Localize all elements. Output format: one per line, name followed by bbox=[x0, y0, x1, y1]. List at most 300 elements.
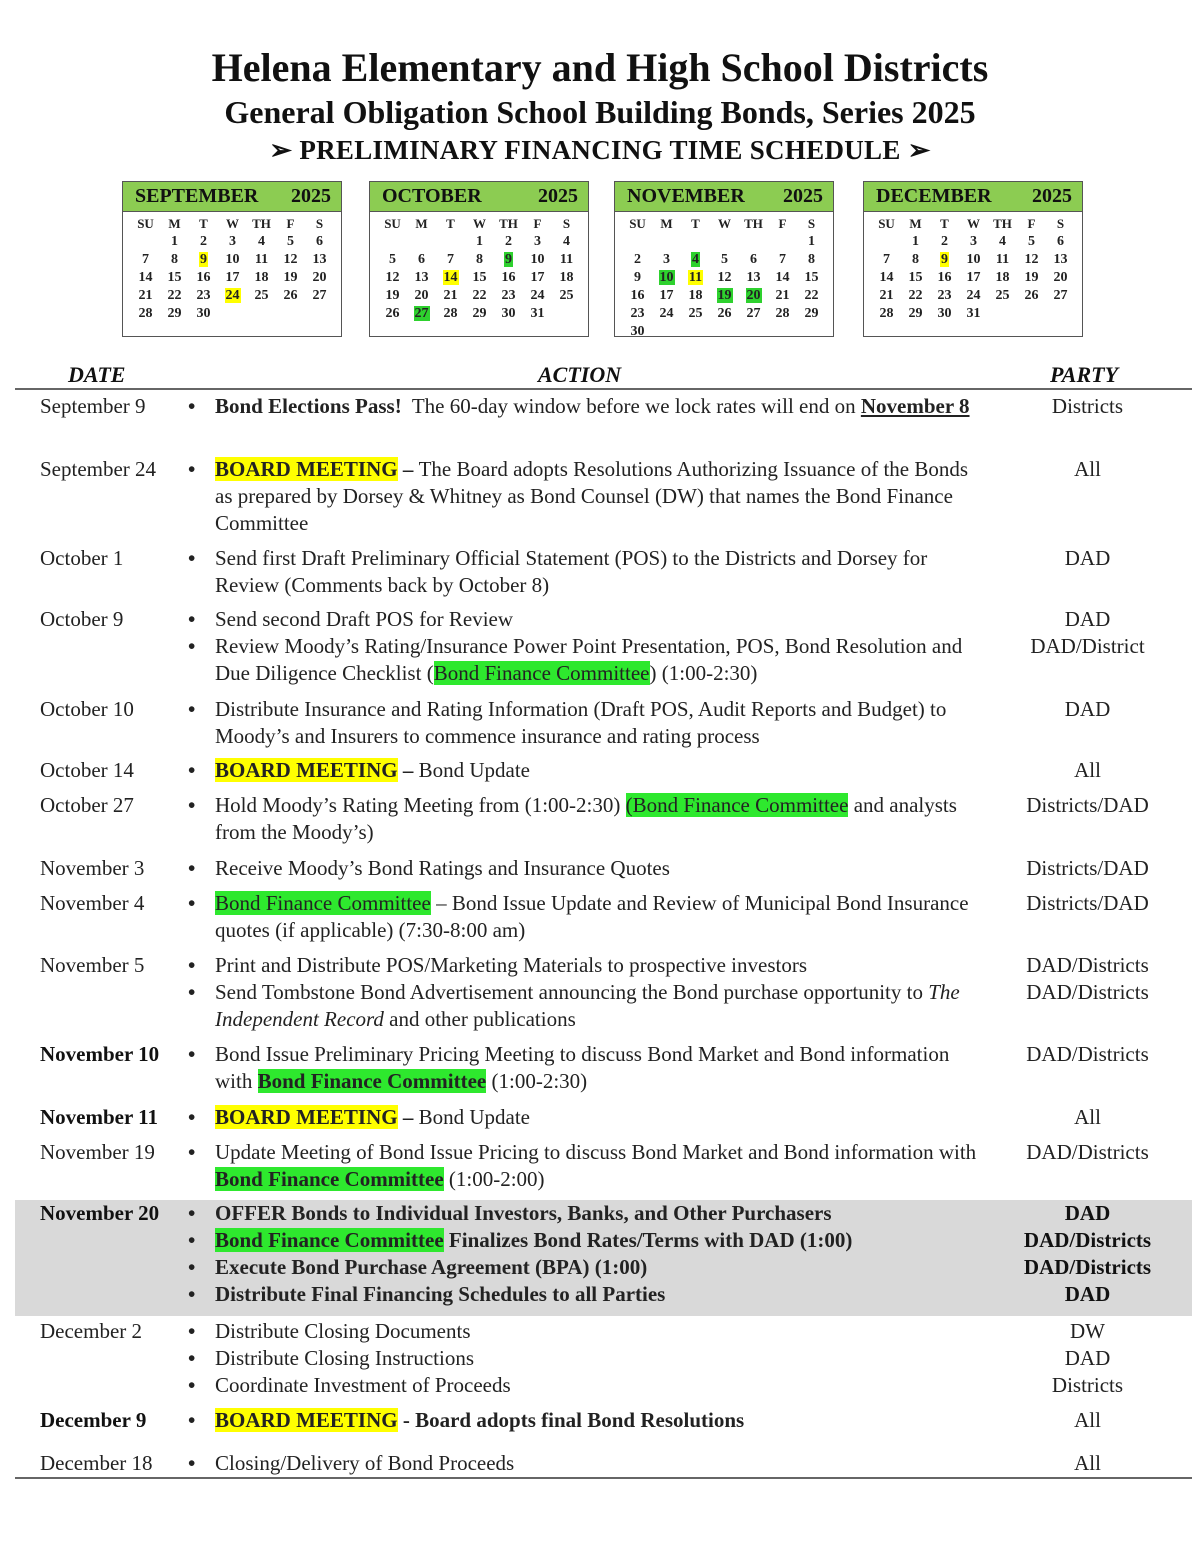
party-label: DAD bbox=[1064, 607, 1111, 631]
calendar-day bbox=[710, 233, 739, 250]
row-parties bbox=[985, 1104, 1190, 1131]
action-item: • Bond Issue Preliminary Pricing Meeting to discuss Bond Market and Bond information with Bond Finance Committee (1:00-2:30) bbox=[188, 1041, 978, 1095]
calendar-month-header bbox=[864, 182, 1082, 212]
footer-rule bbox=[15, 1477, 1192, 1479]
calendar-day: 28 bbox=[138, 305, 153, 321]
party-label: DAD/Districts bbox=[1026, 980, 1149, 1004]
calendar-day: 30 bbox=[630, 323, 645, 339]
action-item: • Distribute Final Financing Schedules to all Parties bbox=[188, 1281, 978, 1308]
calendar-day: 31 bbox=[530, 305, 545, 321]
party-label: DAD/Districts bbox=[1026, 1140, 1149, 1164]
table-header bbox=[0, 362, 1200, 388]
calendar-day: 11 bbox=[995, 251, 1010, 267]
calendar-day bbox=[681, 233, 710, 250]
row-actions bbox=[188, 393, 978, 420]
calendar-month: NOVEMBER bbox=[627, 185, 745, 207]
row-parties bbox=[985, 1041, 1190, 1068]
calendar-december bbox=[863, 181, 1083, 337]
calendar-day: 18 bbox=[688, 287, 703, 303]
calendar-day: 19 bbox=[717, 287, 732, 303]
document-header bbox=[0, 44, 1200, 168]
action-item: • Hold Moody’s Rating Meeting from (1:00-2:30) (Bond Finance Committee and analysts from the Moody’s) bbox=[188, 792, 978, 846]
calendar-month-header bbox=[370, 182, 588, 212]
calendar-day: 15 bbox=[472, 269, 487, 285]
weekday-label: W bbox=[967, 215, 980, 231]
calendar-day: 10 bbox=[659, 269, 674, 285]
party-label: DAD/Districts bbox=[1026, 953, 1149, 977]
row-date: September 9 bbox=[40, 394, 146, 418]
calendar-day: 3 bbox=[229, 233, 236, 249]
calendar-september bbox=[122, 181, 342, 337]
calendar-year: 2025 bbox=[538, 185, 578, 207]
calendar-day bbox=[305, 305, 334, 322]
weekday-label: F bbox=[1027, 215, 1036, 231]
party-column-header: PARTY bbox=[1050, 362, 1119, 387]
calendar-day: 6 bbox=[750, 251, 757, 267]
calendar-day: 26 bbox=[385, 305, 400, 321]
weekday-label: SU bbox=[137, 215, 154, 231]
calendar-day: 2 bbox=[634, 251, 641, 267]
calendar-day: 23 bbox=[630, 305, 645, 321]
calendar-day: 18 bbox=[995, 269, 1010, 285]
calendar-day: 5 bbox=[389, 251, 396, 267]
weekday-label: W bbox=[718, 215, 731, 231]
calendar-day bbox=[1017, 305, 1046, 322]
calendar-day bbox=[378, 233, 407, 250]
action-item: • BOARD MEETING – Bond Update bbox=[188, 757, 978, 784]
row-date: September 24 bbox=[40, 457, 157, 481]
calendar-day: 27 bbox=[1053, 287, 1068, 303]
weekday-label: F bbox=[286, 215, 295, 231]
calendar-day bbox=[768, 233, 797, 250]
calendar-day: 26 bbox=[717, 305, 732, 321]
calendar-day: 23 bbox=[196, 287, 211, 303]
party-label: All bbox=[1074, 1408, 1101, 1432]
calendar-day bbox=[768, 323, 797, 340]
calendar-day: 12 bbox=[717, 269, 732, 285]
calendar-day: 23 bbox=[501, 287, 516, 303]
action-item: • Send second Draft POS for Review bbox=[188, 606, 978, 633]
row-date: November 5 bbox=[40, 953, 145, 977]
calendar-day: 21 bbox=[879, 287, 894, 303]
row-date: October 1 bbox=[40, 546, 124, 570]
party-label: Districts bbox=[1051, 1373, 1124, 1397]
calendar-day: 9 bbox=[634, 269, 641, 285]
calendar-day: 12 bbox=[1024, 251, 1039, 267]
calendar-day: 12 bbox=[283, 251, 298, 267]
calendar-day: 6 bbox=[316, 233, 323, 249]
calendar-day: 7 bbox=[779, 251, 786, 267]
calendar-day: 30 bbox=[501, 305, 516, 321]
weekday-label: SU bbox=[629, 215, 646, 231]
calendar-day: 7 bbox=[142, 251, 149, 267]
calendar-day: 29 bbox=[167, 305, 182, 321]
party-label: DAD/District bbox=[1030, 634, 1145, 658]
calendar-day: 19 bbox=[1024, 269, 1039, 285]
weekday-label: S bbox=[1056, 215, 1065, 231]
calendar-day: 17 bbox=[659, 287, 674, 303]
calendar-day: 21 bbox=[775, 287, 790, 303]
weekday-label: T bbox=[691, 215, 700, 231]
calendar-day bbox=[131, 233, 160, 250]
calendar-day: 6 bbox=[1057, 233, 1064, 249]
calendar-day: 4 bbox=[258, 233, 265, 249]
calendar-day: 11 bbox=[559, 251, 574, 267]
weekday-label: T bbox=[940, 215, 949, 231]
calendar-day: 27 bbox=[414, 305, 429, 321]
calendar-month-header bbox=[615, 182, 833, 212]
action-item: • Bond Elections Pass! The 60-day window before we lock rates will end on November 8 bbox=[188, 393, 978, 420]
calendar-day: 10 bbox=[530, 251, 545, 267]
row-actions bbox=[188, 855, 978, 882]
calendar-day: 13 bbox=[1053, 251, 1068, 267]
row-date: October 9 bbox=[40, 607, 124, 631]
calendar-day: 11 bbox=[254, 251, 269, 267]
calendar-day: 20 bbox=[1053, 269, 1068, 285]
action-item: • BOARD MEETING - Board adopts final Bond Resolutions bbox=[188, 1407, 978, 1434]
action-item: • Print and Distribute POS/Marketing Materials to prospective investors bbox=[188, 952, 978, 979]
calendar-day: 8 bbox=[476, 251, 483, 267]
row-parties bbox=[985, 1407, 1190, 1434]
weekday-label: F bbox=[533, 215, 542, 231]
action-column-header: ACTION bbox=[538, 362, 622, 387]
calendar-day: 11 bbox=[688, 269, 703, 285]
calendar-day: 22 bbox=[167, 287, 182, 303]
action-item: • Coordinate Investment of Proceeds bbox=[188, 1372, 978, 1399]
party-label: DAD/Districts bbox=[1023, 1228, 1152, 1252]
calendar-day bbox=[436, 233, 465, 250]
weekday-label: M bbox=[909, 215, 922, 231]
calendar-day: 2 bbox=[941, 233, 948, 249]
row-date: November 11 bbox=[40, 1105, 159, 1129]
calendar-day: 24 bbox=[966, 287, 981, 303]
calendar-month: SEPTEMBER bbox=[135, 185, 259, 207]
row-date: November 20 bbox=[40, 1201, 160, 1225]
action-item: • Update Meeting of Bond Issue Pricing to discuss Bond Market and Bond information with Bond Finance Committee (1:00-2:00) bbox=[188, 1139, 978, 1193]
calendar-day: 13 bbox=[746, 269, 761, 285]
row-actions bbox=[188, 1450, 978, 1477]
calendar-day: 30 bbox=[196, 305, 211, 321]
calendar-day bbox=[652, 233, 681, 250]
calendar-day: 15 bbox=[167, 269, 182, 285]
calendar-month: DECEMBER bbox=[876, 185, 992, 207]
calendar-day bbox=[681, 323, 710, 340]
row-actions bbox=[188, 1041, 978, 1095]
row-date: December 9 bbox=[40, 1408, 147, 1432]
calendar-day: 24 bbox=[225, 287, 240, 303]
calendar-day: 1 bbox=[476, 233, 483, 249]
calendar-day: 30 bbox=[937, 305, 952, 321]
weekday-label: T bbox=[199, 215, 208, 231]
calendar-day: 29 bbox=[908, 305, 923, 321]
calendar-day: 24 bbox=[659, 305, 674, 321]
calendar-day bbox=[988, 305, 1017, 322]
party-label: Districts bbox=[1051, 394, 1124, 418]
calendar-day: 20 bbox=[414, 287, 429, 303]
calendar-day bbox=[218, 305, 247, 322]
calendar-day bbox=[652, 323, 681, 340]
row-date: October 14 bbox=[40, 758, 134, 782]
calendar-day: 20 bbox=[312, 269, 327, 285]
weekday-label: M bbox=[415, 215, 428, 231]
date-column-header: DATE bbox=[68, 362, 126, 387]
calendar-day bbox=[710, 323, 739, 340]
party-label: Districts/DAD bbox=[1026, 856, 1149, 880]
calendar-day: 26 bbox=[283, 287, 298, 303]
action-item: • OFFER Bonds to Individual Investors, Banks, and Other Purchasers bbox=[188, 1200, 978, 1227]
calendar-day: 27 bbox=[312, 287, 327, 303]
weekday-label: SU bbox=[878, 215, 895, 231]
calendar-day: 28 bbox=[879, 305, 894, 321]
row-parties bbox=[985, 1139, 1190, 1166]
calendar-day: 20 bbox=[746, 287, 761, 303]
party-label: DAD bbox=[1064, 1346, 1111, 1370]
calendar-day: 26 bbox=[1024, 287, 1039, 303]
party-label: DAD bbox=[1064, 1201, 1111, 1225]
calendar-day: 10 bbox=[966, 251, 981, 267]
party-label: All bbox=[1074, 1451, 1101, 1475]
weekday-label: SU bbox=[384, 215, 401, 231]
row-parties bbox=[985, 545, 1190, 572]
calendar-day: 16 bbox=[501, 269, 516, 285]
calendar-day: 14 bbox=[879, 269, 894, 285]
calendar-day: 28 bbox=[443, 305, 458, 321]
party-label: DAD bbox=[1064, 1282, 1111, 1306]
header-rule bbox=[15, 388, 1192, 390]
calendar-day: 17 bbox=[530, 269, 545, 285]
calendar-day: 14 bbox=[775, 269, 790, 285]
calendar-year: 2025 bbox=[291, 185, 331, 207]
party-label: Districts/DAD bbox=[1026, 793, 1149, 817]
row-parties bbox=[985, 757, 1190, 784]
calendar-day: 2 bbox=[200, 233, 207, 249]
calendar-day: 22 bbox=[908, 287, 923, 303]
weekday-label: M bbox=[660, 215, 673, 231]
row-parties bbox=[985, 952, 1190, 1006]
calendar-month: OCTOBER bbox=[382, 185, 482, 207]
row-parties bbox=[985, 696, 1190, 723]
calendar-day: 25 bbox=[254, 287, 269, 303]
calendar-day: 14 bbox=[443, 269, 458, 285]
calendar-day: 1 bbox=[808, 233, 815, 249]
calendar-day: 8 bbox=[912, 251, 919, 267]
calendar-day: 1 bbox=[171, 233, 178, 249]
row-date: December 18 bbox=[40, 1451, 153, 1475]
row-date: November 10 bbox=[40, 1042, 160, 1066]
action-item: • Distribute Closing Instructions bbox=[188, 1345, 978, 1372]
calendar-day: 2 bbox=[505, 233, 512, 249]
calendar-day: 15 bbox=[908, 269, 923, 285]
row-actions bbox=[188, 792, 978, 846]
action-item: • BOARD MEETING – Bond Update bbox=[188, 1104, 978, 1131]
action-item: • Bond Finance Committee Finalizes Bond Rates/Terms with DAD (1:00) bbox=[188, 1227, 978, 1254]
row-parties bbox=[985, 1200, 1190, 1308]
schedule-heading: ➢ PRELIMINARY FINANCING TIME SCHEDULE ➢ bbox=[269, 135, 931, 165]
row-parties bbox=[985, 1318, 1190, 1399]
row-date: October 10 bbox=[40, 697, 134, 721]
row-actions bbox=[188, 1318, 978, 1399]
row-date: December 2 bbox=[40, 1319, 143, 1343]
row-actions bbox=[188, 545, 978, 599]
calendar-day: 21 bbox=[443, 287, 458, 303]
row-date: November 3 bbox=[40, 856, 145, 880]
calendar-day: 21 bbox=[138, 287, 153, 303]
calendar-day bbox=[1046, 305, 1075, 322]
calendar-day: 19 bbox=[385, 287, 400, 303]
document-title: Helena Elementary and High School Districts bbox=[211, 45, 989, 90]
calendar-day: 3 bbox=[663, 251, 670, 267]
party-label: DW bbox=[1070, 1319, 1105, 1343]
row-parties bbox=[985, 456, 1190, 483]
action-item: • Bond Finance Committee – Bond Issue Update and Review of Municipal Bond Insurance quotes (if applicable) (7:30-8:00 am) bbox=[188, 890, 978, 944]
calendar-month-header bbox=[123, 182, 341, 212]
row-parties bbox=[985, 855, 1190, 882]
weekday-label: W bbox=[473, 215, 486, 231]
row-actions bbox=[188, 1407, 978, 1434]
calendar-day: 28 bbox=[775, 305, 790, 321]
calendar-day: 27 bbox=[746, 305, 761, 321]
calendar-day: 3 bbox=[534, 233, 541, 249]
row-date: October 27 bbox=[40, 793, 134, 817]
weekday-label: S bbox=[807, 215, 816, 231]
action-item: • Review Moody’s Rating/Insurance Power Point Presentation, POS, Bond Resolution and Due Diligence Checklist (Bond Finance Committee) (1:00-2:30) bbox=[188, 633, 978, 687]
calendar-day: 16 bbox=[196, 269, 211, 285]
calendar-day bbox=[623, 233, 652, 250]
weekday-label: TH bbox=[993, 215, 1012, 231]
calendar-day bbox=[872, 233, 901, 250]
calendar-day: 6 bbox=[418, 251, 425, 267]
party-label: All bbox=[1074, 457, 1101, 481]
calendar-year: 2025 bbox=[1032, 185, 1072, 207]
calendar-day: 5 bbox=[1028, 233, 1035, 249]
calendar-day: 17 bbox=[966, 269, 981, 285]
row-parties bbox=[985, 1450, 1190, 1477]
calendar-day: 19 bbox=[283, 269, 298, 285]
weekday-label: W bbox=[226, 215, 239, 231]
calendar-day bbox=[552, 305, 581, 322]
calendar-day: 16 bbox=[630, 287, 645, 303]
document-subtitle: General Obligation School Building Bonds, Series 2025 bbox=[224, 94, 976, 130]
row-parties bbox=[985, 792, 1190, 819]
row-actions bbox=[188, 1104, 978, 1131]
action-item: • Distribute Insurance and Rating Information (Draft POS, Audit Reports and Budget) to Moody’s and Insurers to commence insurance and rating process bbox=[188, 696, 978, 750]
calendar-day: 5 bbox=[287, 233, 294, 249]
row-parties bbox=[985, 606, 1190, 660]
row-actions bbox=[188, 1139, 982, 1193]
calendar-day: 7 bbox=[883, 251, 890, 267]
row-parties bbox=[985, 393, 1190, 420]
weekday-label: S bbox=[562, 215, 571, 231]
calendar-day: 22 bbox=[472, 287, 487, 303]
action-item: • Receive Moody’s Bond Ratings and Insurance Quotes bbox=[188, 855, 978, 882]
weekday-label: TH bbox=[252, 215, 271, 231]
action-item: • BOARD MEETING – The Board adopts Resolutions Authorizing Issuance of the Bonds as prepared by Dorsey & Whitney as Bond Counsel (DW) that names the Bond Finance Committee bbox=[188, 456, 978, 537]
calendar-day bbox=[739, 233, 768, 250]
calendar-day: 18 bbox=[254, 269, 269, 285]
schedule-row bbox=[15, 1200, 1192, 1316]
row-actions bbox=[188, 606, 978, 687]
action-item: • Execute Bond Purchase Agreement (BPA) (1:00) bbox=[188, 1254, 978, 1281]
weekday-label: T bbox=[446, 215, 455, 231]
calendar-day: 25 bbox=[688, 305, 703, 321]
row-actions bbox=[188, 757, 978, 784]
party-label: Districts/DAD bbox=[1026, 891, 1149, 915]
row-date: November 4 bbox=[40, 891, 145, 915]
calendar-day: 13 bbox=[414, 269, 429, 285]
calendar-day: 15 bbox=[804, 269, 819, 285]
calendar-day: 9 bbox=[505, 251, 512, 267]
calendar-day bbox=[247, 305, 276, 322]
calendar-day: 24 bbox=[530, 287, 545, 303]
calendar-day: 10 bbox=[225, 251, 240, 267]
calendar-day: 31 bbox=[966, 305, 981, 321]
calendar-day: 17 bbox=[225, 269, 240, 285]
calendar-day bbox=[407, 233, 436, 250]
calendar-day bbox=[739, 323, 768, 340]
calendar-day: 12 bbox=[385, 269, 400, 285]
calendar-november bbox=[614, 181, 834, 337]
action-item: • Send Tombstone Bond Advertisement announcing the Bond purchase opportunity to The Independent Record and other publications bbox=[188, 979, 978, 1033]
party-label: All bbox=[1074, 1105, 1101, 1129]
calendar-day: 18 bbox=[559, 269, 574, 285]
weekday-label: F bbox=[778, 215, 787, 231]
calendar-day: 22 bbox=[804, 287, 819, 303]
calendar-day bbox=[797, 323, 826, 340]
calendar-day: 8 bbox=[171, 251, 178, 267]
party-label: DAD/Districts bbox=[1026, 1042, 1149, 1066]
party-label: DAD bbox=[1064, 697, 1111, 721]
action-item: • Send first Draft Preliminary Official Statement (POS) to the Districts and Dorsey for Review (Comments back by October 8) bbox=[188, 545, 978, 599]
calendar-day: 3 bbox=[970, 233, 977, 249]
row-actions bbox=[188, 952, 978, 1033]
calendar-day: 5 bbox=[721, 251, 728, 267]
weekday-label: TH bbox=[744, 215, 763, 231]
calendar-day bbox=[276, 305, 305, 322]
calendar-day: 29 bbox=[472, 305, 487, 321]
calendar-day: 29 bbox=[804, 305, 819, 321]
weekday-label: S bbox=[315, 215, 324, 231]
calendar-day: 9 bbox=[200, 251, 207, 267]
row-actions bbox=[188, 456, 978, 537]
row-parties bbox=[985, 890, 1190, 917]
calendar-day: 23 bbox=[937, 287, 952, 303]
action-item: • Distribute Closing Documents bbox=[188, 1318, 978, 1345]
weekday-label: TH bbox=[499, 215, 518, 231]
action-item: • Closing/Delivery of Bond Proceeds bbox=[188, 1450, 978, 1477]
calendar-day: 4 bbox=[563, 233, 570, 249]
calendar-day: 4 bbox=[999, 233, 1006, 249]
calendar-day: 9 bbox=[941, 251, 948, 267]
calendar-day: 25 bbox=[559, 287, 574, 303]
row-actions bbox=[188, 890, 978, 944]
weekday-label: M bbox=[168, 215, 181, 231]
calendar-day: 8 bbox=[808, 251, 815, 267]
party-label: DAD/Districts bbox=[1023, 1255, 1152, 1279]
party-label: All bbox=[1074, 758, 1101, 782]
row-actions bbox=[188, 1200, 978, 1308]
row-date: November 19 bbox=[40, 1140, 155, 1164]
calendar-day: 25 bbox=[995, 287, 1010, 303]
calendar-day: 13 bbox=[312, 251, 327, 267]
calendar-day: 14 bbox=[138, 269, 153, 285]
calendar-october bbox=[369, 181, 589, 337]
calendar-day: 1 bbox=[912, 233, 919, 249]
calendar-day: 7 bbox=[447, 251, 454, 267]
party-label: DAD bbox=[1064, 546, 1111, 570]
row-actions bbox=[188, 696, 978, 750]
calendar-day: 16 bbox=[937, 269, 952, 285]
calendar-year: 2025 bbox=[783, 185, 823, 207]
